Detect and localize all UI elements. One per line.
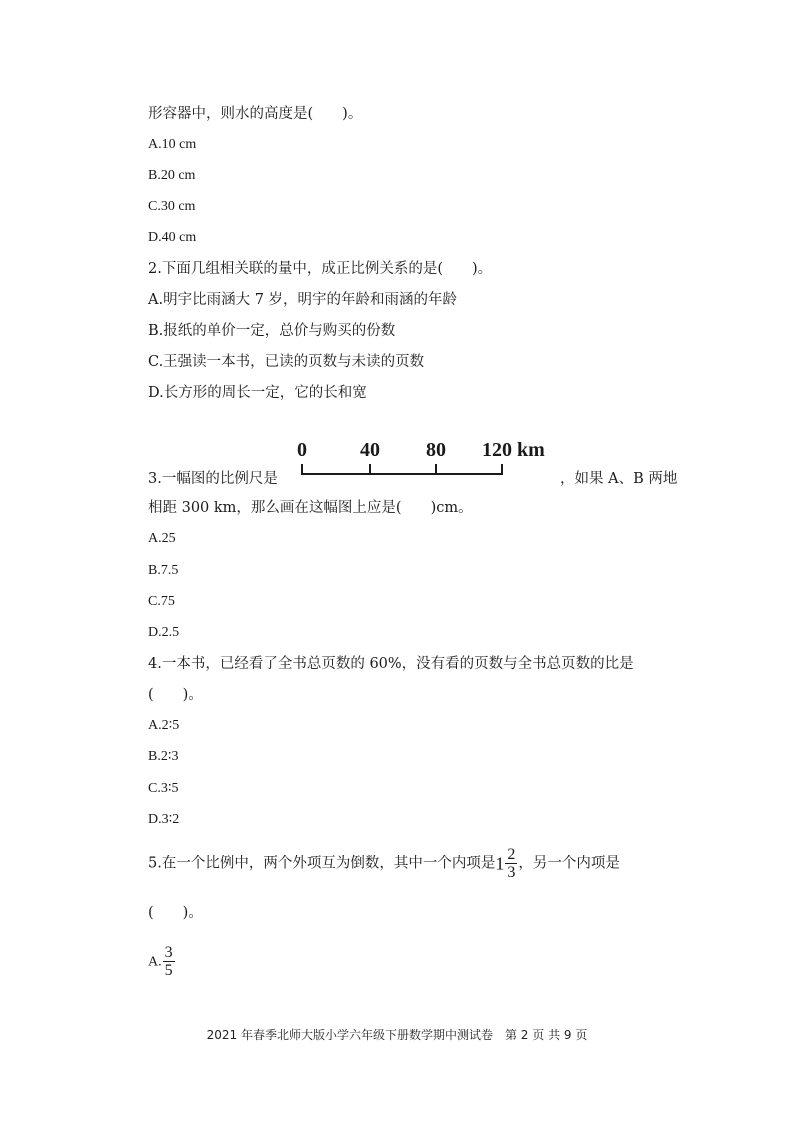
q5-option-a-numerator: 3: [164, 944, 173, 961]
q5-stem-suffix: ，另一个内项是: [518, 855, 620, 872]
q1-option-b: B.20 cm: [148, 168, 196, 183]
scale-label-80: 80: [426, 439, 446, 461]
q5-stem: [148, 846, 620, 881]
q2-option-b: B.报纸的单价一定，总价与购买的份数: [148, 323, 396, 339]
q3-stem-line2: 相距 300 km，那么画在这幅图上应是( )cm。: [148, 500, 473, 516]
q5-option-a-denominator: 5: [164, 962, 173, 979]
q5-option-a-fraction: [163, 944, 175, 979]
q3-option-a: A.25: [148, 531, 176, 546]
page-footer: 2021 年春季北师大版小学六年级下册数学期中测试卷 第 2 页 共 9 页: [206, 1028, 588, 1042]
q5-stem-line2: ( )。: [148, 905, 203, 921]
q3-stem-suffix: ，如果 A、B 两地: [560, 471, 678, 487]
q5-fraction-numerator: 2: [507, 846, 516, 863]
q3-stem-prefix: 3.一幅图的比例尺是: [148, 471, 278, 487]
q2-option-d: D.长方形的周长一定，它的长和宽: [148, 385, 367, 401]
q3-option-b: B.7.5: [148, 563, 179, 578]
q3-option-c: C.75: [148, 594, 175, 609]
q5-mixed-fraction: [505, 846, 517, 881]
scale-label-40: 40: [360, 439, 380, 461]
scale-bar: [296, 436, 556, 480]
q4-option-c: C.3∶5: [148, 781, 179, 796]
q5-stem-prefix: 5.在一个比例中，两个外项互为倒数，其中一个内项是: [148, 855, 496, 872]
q4-option-d: D.3∶2: [148, 812, 180, 827]
q1-option-c: C.30 cm: [148, 199, 196, 214]
q1-option-d: D.40 cm: [148, 230, 197, 245]
q4-option-b: B.2∶3: [148, 749, 179, 764]
q5-mixed-whole: 1: [495, 853, 505, 874]
q3-option-d: D.2.5: [148, 625, 180, 640]
q2-option-c: C.王强读一本书，已读的页数与未读的页数: [148, 354, 425, 370]
scale-label-0: 0: [297, 439, 307, 461]
q4-option-a: A.2∶5: [148, 718, 180, 733]
q1-stem-tail: 形容器中，则水的高度是( )。: [148, 106, 363, 122]
q1-option-a: A.10 cm: [148, 137, 197, 152]
q5-option-a-label: A.: [148, 954, 162, 970]
q5-fraction-denominator: 3: [507, 864, 516, 881]
q4-stem: 4.一本书，已经看了全书总页数的 60%，没有看的页数与全书总页数的比是: [148, 656, 634, 672]
scale-label-120km: 120 km: [482, 439, 545, 461]
q4-stem-line2: ( )。: [148, 687, 203, 703]
q2-option-a: A.明宇比雨涵大 7 岁，明宇的年龄和雨涵的年龄: [148, 292, 458, 308]
q5-option-a: [148, 944, 176, 979]
q2-stem: 2.下面几组相关联的量中，成正比例关系的是( )。: [148, 261, 493, 277]
